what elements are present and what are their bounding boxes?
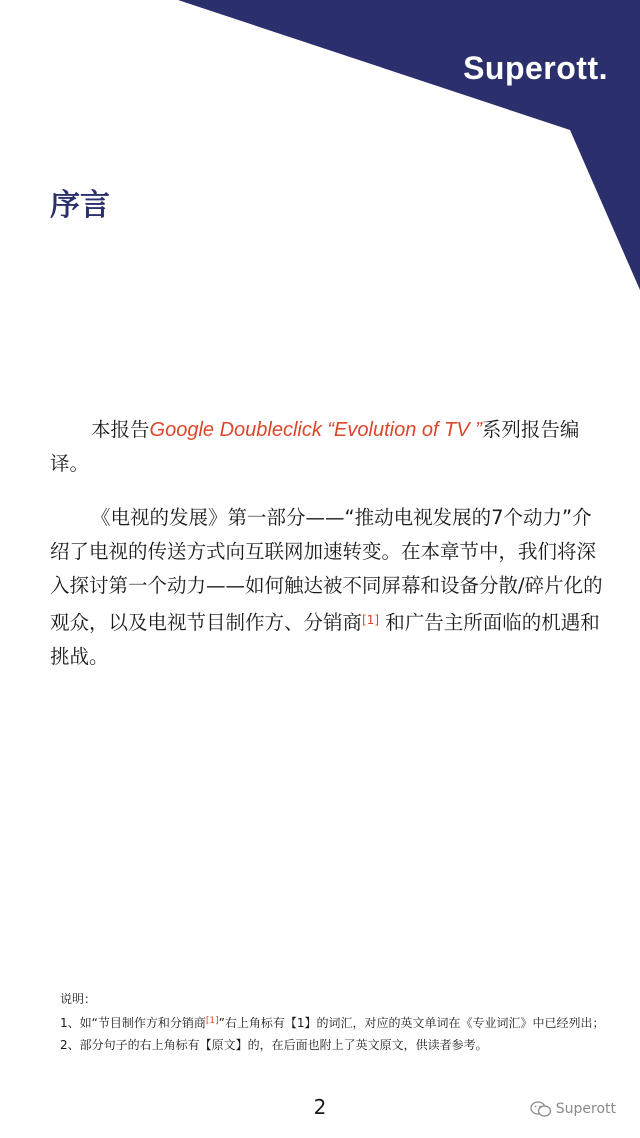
body-text-a: 《电视的发展》第一部分——“推动电视发展的7个动力”介绍了电视的传送方式向互联网加速转变。在本章节中，我们将深入探讨第一个动力——如何触达被不同屏幕和设备分散/碎片化的观众，以及电视节目制作方、分销商 <box>50 506 603 634</box>
footnotes <box>60 988 620 1056</box>
page-title: 序言 <box>50 188 110 223</box>
body-text-b: 和广告主所面临的机遇和挑战。 <box>50 611 600 668</box>
note-item-2: 2、部分句子的右上角标有【原文】的，在后面也附上了英文原文，供读者参考。 <box>60 1038 488 1052</box>
corner-banner <box>0 0 640 300</box>
watermark-label: Superott <box>555 1101 616 1117</box>
note1-text-a: 1、如“节目制作方和分销商 <box>60 1016 206 1030</box>
reference-marker: [1] <box>362 613 380 627</box>
notes-heading: 说明： <box>60 992 97 1006</box>
wechat-icon <box>530 1100 552 1118</box>
page-number: 2 <box>313 1095 327 1119</box>
report-source: Google Doubleclick “Evolution of TV ” <box>149 419 482 441</box>
brand-logo: Superott. <box>463 50 608 86</box>
note1-text-b: ”右上角标有【1】的词汇，对应的英文单词在《专业词汇》中已经列出； <box>218 1016 605 1030</box>
watermark <box>530 1100 616 1118</box>
paragraph-intro <box>50 413 610 481</box>
note1-reference-marker: [1] <box>205 1016 219 1026</box>
intro-prefix: 本报告 <box>91 418 150 441</box>
intro-suffix: 系列报告编译。 <box>50 418 580 475</box>
paragraph-body <box>50 501 610 674</box>
note-item-1 <box>60 1010 620 1034</box>
